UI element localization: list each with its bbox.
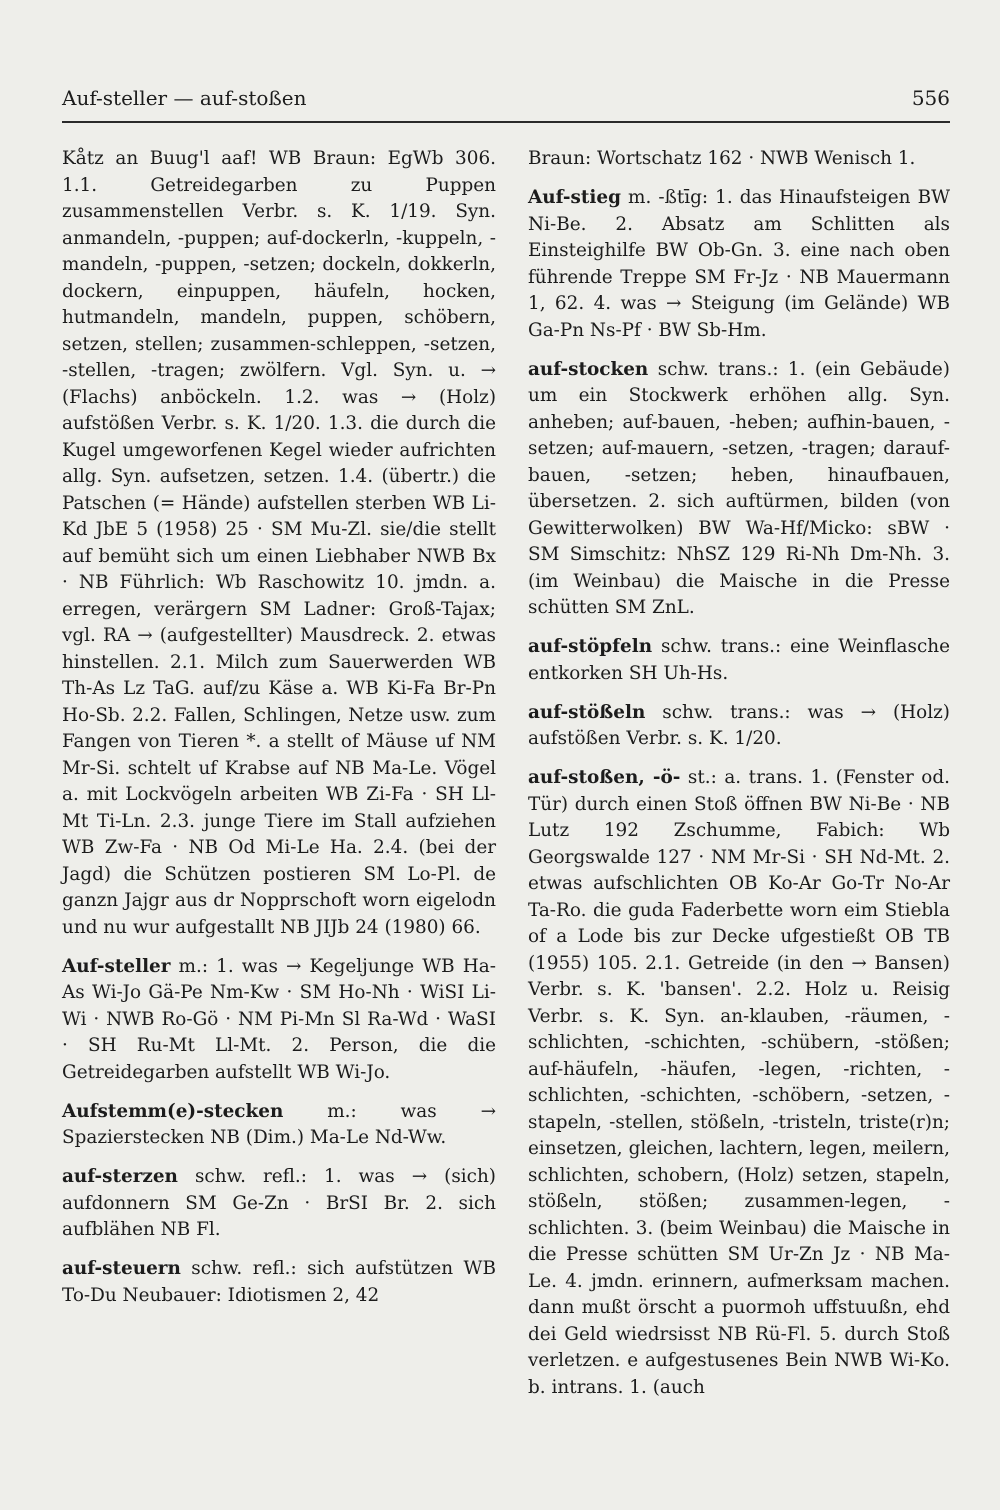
header-rule	[62, 121, 950, 123]
left-column	[62, 146, 496, 1322]
running-header	[62, 86, 950, 120]
dictionary-entry	[62, 1099, 496, 1152]
dictionary-entry	[62, 1164, 496, 1244]
entry-body: schw. trans.: was → (Holz) aufstößen Verbr. s. K. 1/20.	[528, 701, 950, 749]
entry-body: m.: 1. was → Kegeljunge WB Ha-As Wi-Jo Gä-Pe Nm-Kw · SM Ho-Nh · WiSI Li-Wi · NWB Ro-Gö · NM Pi-Mn Sl Ra-Wd · WaSI · SH Ru-Mt Ll-Mt. 2. Person, die die Getreidegarben aufstellt WB Wi-Jo.	[62, 955, 496, 1083]
headword: auf-stoßen, -ö-	[528, 767, 681, 788]
dictionary-entry	[62, 954, 496, 1087]
entry-body: schw. trans.: eine Weinflasche entkorken SH Uh-Hs.	[528, 636, 950, 684]
dictionary-entry	[528, 185, 950, 344]
headword: auf-stößeln	[528, 701, 646, 723]
page-number: 556	[911, 86, 950, 110]
headword: Aufstemm(e)-stecken	[62, 1100, 284, 1122]
entry-body: st.: a. trans. 1. (Fenster od. Tür) durch einen Stoß öffnen BW Ni-Be · NB Lutz 192 Zschumme, Fabich: Wb Georgswalde 127 · NM Mr-Si · SH Nd-Mt. 2. etwas aufschlichten OB Ko-Ar Go-Tr No-Ar Ta-Ro. die guda Faderbette worn eim Stiebla of a Lode bis zur Decke ufgestießt OB TB (1955) 105. 2.1. Getreide (in den → Bansen) Verbr. s. K. 'bansen'. 2.2. Holz u. Reisig Verbr. s. K. Syn. an-klauben, -räumen, -schlichten, -schichten, -schübern, -stößen; auf-häufeln, -häufen, -legen, -richten, -schlichten, -schichten, -schöbern, -setzen, -stapeln, -stellen, stößeln, -tristeln, triste(r)n; einsetzen, gleichen, lachtern, legen, meilern, schlichten, schobern, (Holz) setzen, stapeln, stößeln, stößen; zusammen-legen, -schlichten. 3. (beim Weinbau) die Maische in die Presse schütten SM Ur-Zn Jz · NB Ma-Le. 4. jmdn. erinnern, aufmerksam machen. dann mußt örscht a puormoh uffstuußn, ehd dei Geld wiedrsisst NB Rü-Fl. 5. durch Stoß verletzen. e aufgestusenes Bein NWB Wi-Ko. b. intrans. 1. (auch	[528, 767, 950, 1398]
entry-body: m.: was → Spazierstecken NB (Dim.) Ma-Le Nd-Ww.	[62, 1100, 496, 1148]
entry-continuation: Braun: Wortschatz 162 · NWB Wenisch 1.	[528, 148, 916, 169]
entry-body: schw. refl.: sich aufstützen WB To-Du Neubauer: Idiotismen 2, 42	[62, 1258, 496, 1306]
headword: auf-steuern	[62, 1258, 181, 1279]
dictionary-entry	[528, 634, 950, 687]
headword: auf-stocken	[528, 358, 649, 380]
dictionary-entry	[528, 765, 950, 1401]
headword: auf-sterzen	[62, 1166, 178, 1187]
right-column	[528, 146, 950, 1414]
header-title: Auf-steller — auf-stoßen	[62, 86, 307, 110]
entry-body: schw. trans.: 1. (ein Gebäude) um ein Stockwerk erhöhen allg. Syn. anheben; auf-bauen, -heben; aufhin-bauen, -setzen; auf-mauern, -setzen, -tragen; darauf-bauen, -setzen; heben, hinaufbauen, übersetzen. 2. sich auftürmen, bilden (von Gewitterwolken) BW Wa-Hf/Micko: sBW · SM Simschitz: NhSZ 129 Ri-Nh Dm-Nh. 3. (im Weinbau) die Maische in die Presse schütten SM ZnL.	[528, 358, 950, 618]
dictionary-entry	[528, 357, 950, 622]
entry-continuation: Kåtz an Buug'l aaf! WB Braun: EgWb 306. 1.1. Getreidegarben zu Puppen zusammenstellen Verbr. s. K. 1/19. Syn. anmandeln, -puppen; auf-dockerln, -kuppeln, -mandeln, -puppen, -setzen; dockeln, dokkerln, dockern, einpuppen, häufeln, hocken, hutmandeln, mandeln, puppen, schöbern, setzen, stellen; zusammen-schleppen, -setzen, -stellen, -tragen; zwölfern. Vgl. Syn. u. → (Flachs) anböckeln. 1.2. was → (Holz) aufstößen Verbr. s. K. 1/20. 1.3. die durch die Kugel umgeworfenen Kegel wieder aufrichten allg. Syn. aufsetzen, setzen. 1.4. (übertr.) die Patschen (= Hände) aufstellen sterben WB Li-Kd JbE 5 (1958) 25 · SM Mu-Zl. sie/die stellt auf bemüht sich um einen Liebhaber NWB Bx · NB Führlich: Wb Raschowitz 10. jmdn. a. erregen, verärgern SM Ladner: Groß-Tajax; vgl. RA → (aufgestellter) Mausdreck. 2. etwas hinstellen. 2.1. Milch zum Sauerwerden WB Th-As Lz TaG. auf/zu Käse a. WB Ki-Fa Br-Pn Ho-Sb. 2.2. Fallen, Schlingen, Netze usw. zum Fangen von Tieren *. a stellt of Mäuse uf NM Mr-Si. schtelt uf Krabse auf NB Ma-Le. Vögel a. mit Lockvögeln arbeiten WB Zi-Fa · SH Ll-Mt Ti-Ln. 2.3. junge Tiere im Stall aufziehen WB Zw-Fa · NB Od Mi-Le Ha. 2.4. (bei der Jagd) die Schützen postieren SM Lo-Pl. de ganzn Jajgr aus dr Nopprschoft worn eigelodn und nu wur aufgestallt NB JIJb 24 (1980) 66.	[62, 148, 496, 938]
dictionary-entry	[62, 1256, 496, 1309]
entry-body: schw. refl.: 1. was → (sich) aufdonnern SM Ge-Zn · BrSI Br. 2. sich aufblähen NB Fl.	[62, 1166, 496, 1240]
entry-body: m. -ßtīg: 1. das Hinaufsteigen BW Ni-Be. 2. Absatz am Schlitten als Einsteighilfe BW Ob-Gn. 3. eine nach oben führende Treppe SM Fr-Jz · NB Mauermann 1, 62. 4. was → Steigung (im Gelände) WB Ga-Pn Ns-Pf · BW Sb-Hm.	[528, 187, 950, 341]
headword: auf-stöpfeln	[528, 636, 653, 657]
headword: Auf-steller	[62, 955, 171, 977]
dictionary-entry	[528, 700, 950, 753]
headword: Auf-stieg	[528, 187, 621, 208]
